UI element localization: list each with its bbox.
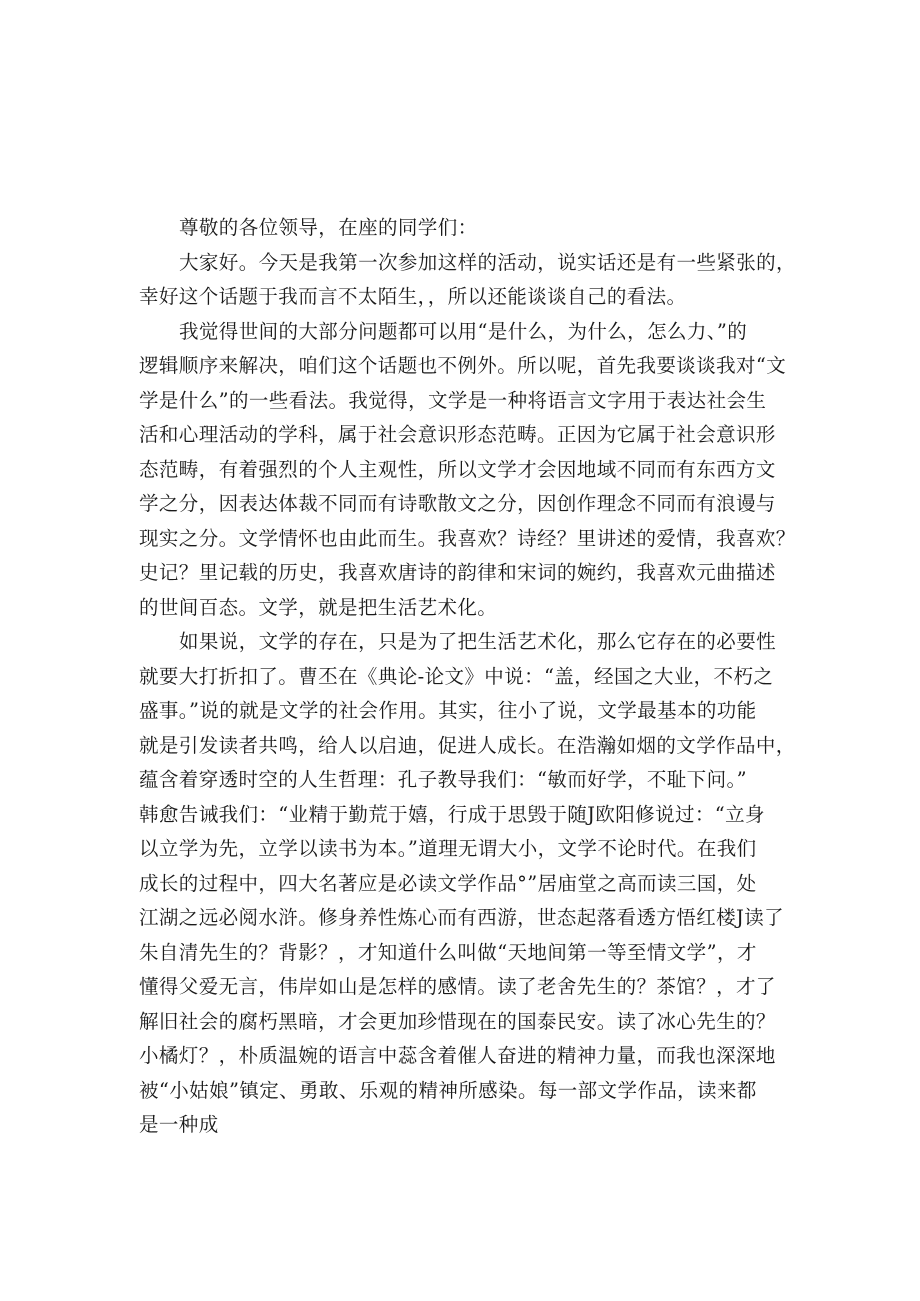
text-line: 就要大打折扣了。曹丕在《典论-论文》中说：“盖，经国之大业，不朽之 <box>139 664 774 688</box>
text-line: 江湖之远必阅水浒。修身养性炼心而有西游，世态起落看透方悟红楼J读了 <box>139 906 785 929</box>
text-line: 就是引发读者共鸣，给人以启迪，促进人成长。在浩瀚如烟的文学作品中， <box>139 733 796 757</box>
text-line: 解旧社会的腐朽黑暗，才会更加珍惜现在的国泰民安。读了冰心先生的？ <box>139 1009 776 1033</box>
text-line: 懂得父爱无言，伟岸如山是怎样的感情。读了老舍先生的？茶馆？，才了 <box>139 975 776 998</box>
text-line: 的世间百态。文学，就是把生活艺术化。 <box>139 595 498 619</box>
text-line: 现实之分。文学情怀也由此而生。我喜欢？诗经？里讲述的爱情，我喜欢？ <box>139 526 796 550</box>
document-body <box>139 211 803 1143</box>
text-line: 以立学为先，立学以读书为本。”道理无谓大小，文学不论时代。在我们 <box>139 837 757 860</box>
text-line: 逻辑顺序来解决，咱们这个话题也不例外。所以呢，首先我要谈谈我对“文 <box>139 354 787 377</box>
text-line: 学之分，因表达体裁不同而有诗歌散文之分，因创作理念不同而有浪谩与 <box>139 492 776 515</box>
text-line: 学是什么”的一些看法。我觉得，文学是一种将语言文字用于表达社会生 <box>139 388 767 412</box>
text-line: 如果说，文学的存在，只是为了把生活艺术化，那么它存在的必要性 <box>179 630 777 653</box>
salutation-line: 尊敬的各位领导，在座的同学们： <box>179 216 478 239</box>
text-line: 史记？里记载的历史，我喜欢唐诗的韵律和宋词的婉约，我喜欢元曲描述 <box>139 561 776 584</box>
text-line: 蕴含着穿透时空的人生哲理：孔子教导我们：“敏而好学，不耻下问。” <box>139 768 747 791</box>
text-line: 我觉得世间的大部分问题都可以用“是什么，为什么，怎么力、”的 <box>179 319 748 343</box>
text-line: 态范畴，有着强烈的个人主观性，所以文学才会因地域不同而有东西方文 <box>139 457 776 481</box>
text-line: 韩愈告诫我们：“业精于勤荒于嬉，行成于思毁于随J欧阳修说过：“立身 <box>139 802 765 826</box>
text-line: 大家好。今天是我第一次参加这样的活动，说实话还是有一些紧张的， <box>179 250 796 274</box>
text-line: 小橘灯？，朴质温婉的语言中蕊含着催人奋进的精神力量，而我也深深地 <box>139 1044 776 1067</box>
text-line: 朱自清先生的？背影？，才知道什么叫做“天地间第一等至情文学”，才 <box>139 940 757 964</box>
text-line: 被“小姑娘”镇定、勇敢、乐观的精神所感染。每一部文学作品，读来都 <box>139 1078 757 1102</box>
text-line: 是一种成 <box>139 1113 219 1136</box>
text-line: 幸好这个话题于我而言不太陌生，，所以还能谈谈自己的看法。 <box>139 285 687 308</box>
text-line: 成长的过程中，四大名著应是必读文学作品°”居庙堂之高而读三国，处 <box>139 871 757 895</box>
text-line: 活和心理活动的学科，属于社会意识形态范畴。正因为它属于社会意识形 <box>139 423 776 446</box>
text-line: 盛事。”说的就是文学的社会作用。其实，往小了说，文学最基本的功能 <box>139 699 757 722</box>
